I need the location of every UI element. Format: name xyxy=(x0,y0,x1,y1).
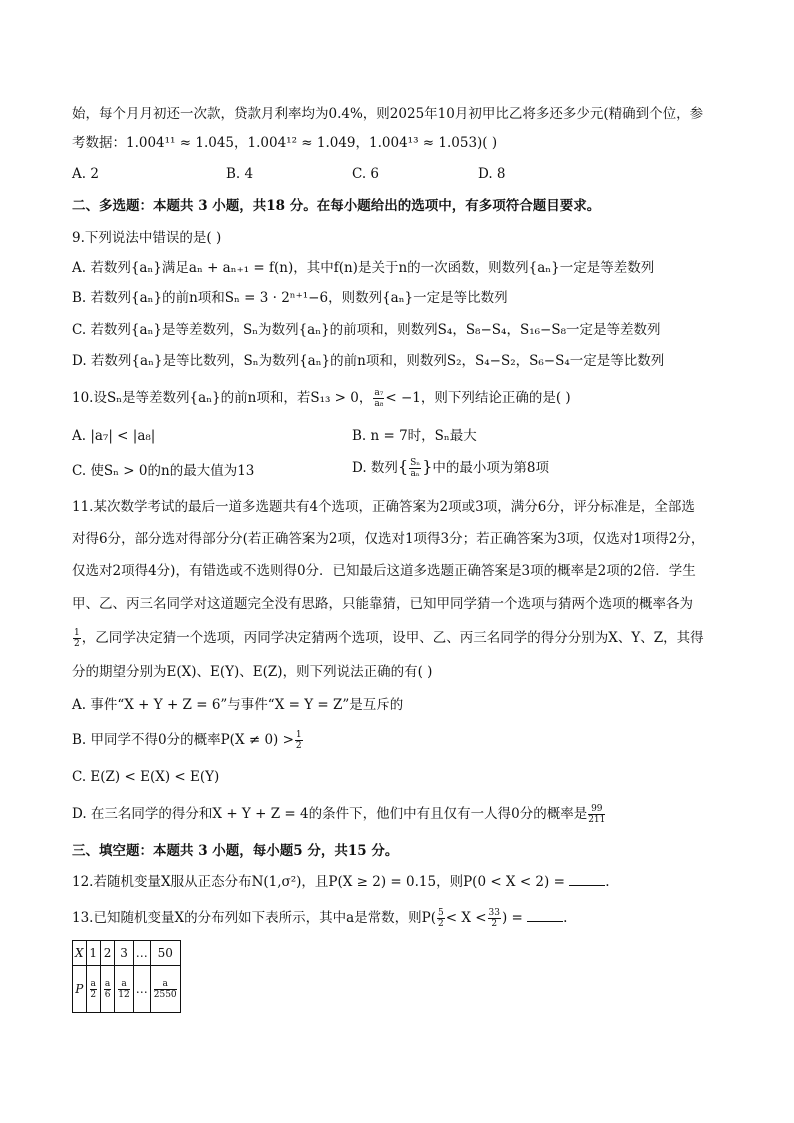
q11-line3: 仅选对2项得4分)，有错选或不选则得0分．已知最后这道多选题正确答案是3项的概率是2项的2倍．学生 xyxy=(72,563,696,579)
q10-option-d-brace-open: { xyxy=(397,457,409,476)
q9-stem: 9.下列说法中错误的是( ) xyxy=(72,230,222,246)
q10-stem-pre: 10.设Sₙ是等差数列{aₙ}的前n项和，若S₁₃ > 0， xyxy=(72,390,373,406)
q13-stem xyxy=(72,908,567,929)
q9-option-c: C. 若数列{aₙ}是等差数列，Sₙ为数列{aₙ}的前项和，则数列S₄，S₈−S₄，S₁₆−S₈一定是等差数列 xyxy=(72,322,661,338)
q11-option-a: A. 事件“X + Y + Z = 6”与事件“X = Y = Z”是互斥的 xyxy=(72,697,404,713)
q8-option-c: C. 6 xyxy=(352,166,380,182)
q12-stem xyxy=(72,872,610,892)
q13-frac-2-den: 2 xyxy=(491,919,498,929)
section-2-heading: 二、多选题：本题共 3 小题，共18 分。在每小题给出的选项中，有多项符合题目要求。 xyxy=(72,198,601,214)
q8-option-a: A. 2 xyxy=(72,166,99,182)
q10-stem-post: < −1，则下列结论正确的是( ) xyxy=(385,390,571,406)
q8-option-b: B. 4 xyxy=(226,166,254,182)
q13-frac-2 xyxy=(488,908,501,929)
q10-frac-num: a₇ xyxy=(374,388,384,398)
q11-l5-num: 1 xyxy=(74,628,80,638)
q11-line1: 11.某次数学考试的最后一道多选题共有4个选项，正确答案为2项或3项，满分6分，评分标准是，全部选 xyxy=(72,499,695,515)
q11-d-den: 211 xyxy=(588,815,606,825)
table-frac-den: 2 xyxy=(90,989,97,1000)
q12-text: 12.若随机变量X服从正态分布N(1,σ²)，且P(X ≥ 2) = 0.15，则P(0 < X < 2) = xyxy=(72,874,565,890)
q8-option-d: D. 8 xyxy=(478,166,506,182)
q13-pre: 13.已知随机变量X的分布列如下表所示，其中a是常数，则P( xyxy=(72,910,436,926)
q13-frac-1 xyxy=(437,908,445,929)
table-cell: P xyxy=(73,966,87,1013)
q10-option-c: C. 使Sₙ > 0的n的最大值为13 xyxy=(72,463,255,479)
table-cell xyxy=(100,966,114,1013)
q11-option-d-fraction xyxy=(588,804,605,825)
q11-option-b-pre: B. 甲同学不得0分的概率P(X ≠ 0) > xyxy=(72,732,294,748)
section-3-heading: 三、填空题：本题共 3 小题，每小题5 分，共15 分。 xyxy=(72,843,399,859)
q11-line5 xyxy=(72,628,704,649)
table-frac-den: 2550 xyxy=(153,989,177,1000)
q10-d-frac-den: aₙ xyxy=(410,469,420,479)
table-cell: X xyxy=(73,941,87,966)
q11-option-c: C. E(Z) < E(X) < E(Y) xyxy=(72,769,220,785)
q13-mid: < X < xyxy=(445,910,487,926)
table-frac-den: 12 xyxy=(118,989,130,1000)
q11-option-b-fraction xyxy=(295,730,303,751)
q13-frac-1-num: 5 xyxy=(437,908,444,918)
q11-line4: 甲、乙、丙三名同学对这道题完全没有思路，只能靠猜，已知甲同学猜一个选项与猜两个选项的概率各为 xyxy=(72,596,693,612)
q9-option-b: B. 若数列{aₙ}的前n项和Sₙ = 3 · 2ⁿ⁺¹−6，则数列{aₙ}一定是等比数列 xyxy=(72,290,508,306)
table-fraction xyxy=(104,979,111,1000)
q10-option-b: B. n = 7时，Sₙ最大 xyxy=(352,428,477,444)
q10-option-a: A. |a₇| < |a₈| xyxy=(72,428,156,444)
q10-option-d xyxy=(352,457,549,479)
q12-end: . xyxy=(605,874,610,890)
table-frac-num: a xyxy=(104,978,111,989)
table-fraction xyxy=(154,979,177,1000)
q11-line5-text: ，乙同学决定猜一个选项，丙同学决定猜两个选项，设甲、乙、丙三名同学的得分分别为X、Y、Z，其得 xyxy=(81,630,704,646)
table-cell: 2 xyxy=(100,941,114,966)
table-frac-den: 6 xyxy=(104,989,111,1000)
table-cell: 1 xyxy=(86,941,100,966)
table-row-p xyxy=(73,966,181,1013)
q11-option-d-pre: D. 在三名同学的得分和X + Y + Z = 4的条件下，他们中有且仅有一人得0分的概率是 xyxy=(72,806,588,822)
table-cell: 3 xyxy=(115,941,133,966)
q11-l5-den: 2 xyxy=(74,639,80,649)
table-cell xyxy=(150,966,180,1013)
q13-answer-blank[interactable] xyxy=(527,909,563,922)
table-frac-num: a xyxy=(154,979,177,990)
q11-line6: 分的期望分别为E(X)、E(Y)、E(Z)，则下列说法正确的有( ) xyxy=(72,664,433,680)
distribution-table xyxy=(72,940,181,1013)
table-cell: 50 xyxy=(150,941,180,966)
table-frac-num: a xyxy=(118,979,129,990)
q11-option-d xyxy=(72,804,606,825)
table-cell xyxy=(115,966,133,1013)
q10-fraction xyxy=(373,388,384,409)
q12-answer-blank[interactable] xyxy=(569,873,605,886)
table-row-x xyxy=(73,941,181,966)
q11-b-den: 2 xyxy=(295,741,302,751)
q10-d-frac-num: Sₙ xyxy=(410,458,421,468)
q11-b-num: 1 xyxy=(295,730,302,740)
q13-post: ) = xyxy=(502,910,523,926)
q8-line1: 始，每个月月初还一次款，贷款月利率均为0.4%，则2025年10月初甲比乙将多还多少元(精确到个位，参 xyxy=(72,106,704,122)
table-fraction xyxy=(90,979,97,1000)
q13-frac-2-num: 33 xyxy=(488,908,500,918)
table-cell: … xyxy=(133,941,150,966)
q8-line2: 考数据：1.004¹¹ ≈ 1.045，1.004¹² ≈ 1.049，1.004¹³ ≈ 1.053)( ) xyxy=(72,135,498,151)
q9-option-a: A. 若数列{aₙ}满足aₙ + aₙ₊₁ = f(n)，其中f(n)是关于n的一次函数，则数列{aₙ}一定是等差数列 xyxy=(72,260,655,276)
q10-stem xyxy=(72,388,571,409)
q10-option-d-brace-close: } xyxy=(422,457,433,476)
table-fraction xyxy=(118,979,129,1000)
q13-end: . xyxy=(563,910,568,926)
table-cell: … xyxy=(133,966,150,1013)
q10-option-d-fraction xyxy=(409,458,421,479)
q10-option-d-pre: D. 数列 xyxy=(352,460,398,476)
q11-option-b xyxy=(72,730,304,751)
table-cell xyxy=(86,966,100,1013)
q11-line5-fraction xyxy=(73,628,81,649)
q9-option-d: D. 若数列{aₙ}是等比数列，Sₙ为数列{aₙ}的前n项和，则数列S₂，S₄−S₂，S₆−S₄一定是等比数列 xyxy=(72,353,665,369)
q11-d-num: 99 xyxy=(588,804,605,815)
q13-frac-1-den: 2 xyxy=(437,919,444,929)
table-frac-num: a xyxy=(90,978,96,989)
q10-option-d-post: 中的最小项为第8项 xyxy=(432,460,549,476)
q11-line2: 对得6分，部分选对得部分分(若正确答案为2项，仅选对1项得3分；若正确答案为3项，仅选对1项得2分， xyxy=(72,531,705,547)
q10-frac-den: a₈ xyxy=(374,399,384,409)
